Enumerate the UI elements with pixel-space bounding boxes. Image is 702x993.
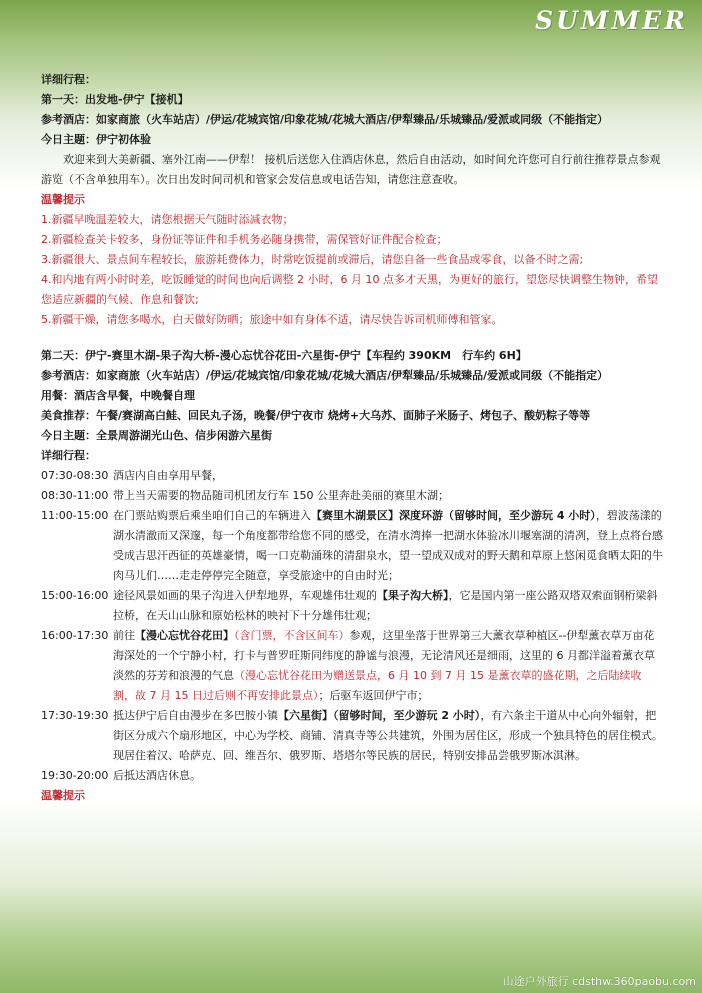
schedule-text-segment: 【果子沟大桥】 bbox=[377, 589, 449, 602]
day1-tip: 5.新疆干燥，请您多喝水，白天做好防晒；旅途中如有身体不适，请尽快告诉司机师傅和管家。 bbox=[41, 313, 503, 326]
schedule-row bbox=[41, 506, 663, 586]
day2-meal-text: 酒店含早餐，中晚餐自理 bbox=[74, 389, 195, 402]
day2-schedule bbox=[41, 466, 663, 786]
schedule-row bbox=[41, 466, 663, 486]
day2-hotel-label: 参考酒店： bbox=[41, 369, 96, 382]
section-gap bbox=[41, 330, 663, 346]
schedule-text-segment: （漫心忘忧谷花田为赠送景点，6 月 10 到 7 月 15 是薰衣草的盛花期，之后陆续收割，故 7 月 15 日过后则不再安排此景点） bbox=[113, 669, 642, 702]
schedule-row bbox=[41, 626, 663, 706]
day2-food-text: 午餐/赛湖高白鲑、回民丸子汤，晚餐/伊宁夜市 烧烤+大乌苏、面肺子米肠子、烤包子、酸奶粽子等等 bbox=[96, 409, 591, 422]
day1-tip: 1.新疆早晚温差较大，请您根据天气随时添减衣物； bbox=[41, 213, 294, 226]
schedule-text-segment: 【六星街】（留够时间，至少游玩 2 小时） bbox=[278, 709, 481, 722]
day2-food-label: 美食推荐： bbox=[41, 409, 96, 422]
day2-hotel bbox=[41, 366, 663, 386]
schedule-text-segment: ；后驱车返回伊宁市； bbox=[318, 689, 429, 702]
schedule-text-segment: 【漫心忘忧谷花田】 bbox=[135, 629, 234, 642]
schedule-time: 07:30-08:30 bbox=[41, 469, 109, 482]
schedule-description bbox=[113, 706, 663, 766]
schedule-text-segment: 后抵达酒店休息。 bbox=[113, 769, 201, 782]
schedule-description bbox=[113, 586, 663, 626]
schedule-text-segment: 抵达伊宁后自由漫步在多巴胺小镇 bbox=[113, 709, 278, 722]
day1-tip: 2.新疆检查关卡较多，身份证等证件和手机务必随身携带，需保管好证件配合检查； bbox=[41, 233, 448, 246]
day2-tips-title: 温馨提示 bbox=[41, 789, 85, 802]
schedule-description bbox=[113, 506, 663, 586]
intro-heading: 详细行程： bbox=[41, 73, 96, 86]
day1-title: 第一天：出发地-伊宁【接机】 bbox=[41, 93, 189, 106]
schedule-text-segment: 参观，这里坐落于世界第三大薰衣草种植区--伊犁薰衣草万亩花海深处的一个宁静小村，打卡与普罗旺斯同纬度的静谧与浪漫，无论清风还是细雨，这里的 6 月都洋溢着薰衣草淡然的芬芳和浪漫的气息 bbox=[113, 629, 655, 682]
day1-theme-label: 今日主题： bbox=[41, 133, 96, 146]
schedule-text-segment: ，有六条主干道从中心向外辐射，把街区分成六个扇形地区，中心为学校、商铺、清真寺等公共建筑，外围为居住区，形成一个独具特色的居住模式。现居住着汉、哈萨克、回、维吾尔、俄罗斯、塔塔尔等民族的居民，特别安排品尝俄罗斯冰淇淋。 bbox=[113, 709, 663, 762]
day2-theme-text: 全景周游湖光山色、信步闲游六星街 bbox=[96, 429, 272, 442]
day1-hotel bbox=[41, 110, 663, 130]
schedule-text-segment: ，碧波荡漾的湖水清澈而又深邃，每一个角度都带给您不同的感受，在清水湾捧一把湖水体验冰川堰塞湖的清冽，登上点将台感受成吉思汗西征的英雄豪情，喝一口克勒涌珠的清甜泉水，望一望成双成对的野天鹅和草原上悠闲觅食晒太阳的牛肉马儿们……走走停停完全随意，享受旅途中的自由时光； bbox=[113, 509, 663, 582]
schedule-text-segment: ，它是国内第一座公路双塔双索面钢桁梁斜拉桥，在天山山脉和原始松林的映衬下十分雄伟壮观； bbox=[113, 589, 658, 622]
footer-watermark: 山途户外旅行 cdsthw.360paobu.com bbox=[502, 975, 696, 988]
schedule-time: 16:00-17:30 bbox=[41, 629, 109, 642]
schedule-row bbox=[41, 486, 663, 506]
schedule-time: 15:00-16:00 bbox=[41, 589, 109, 602]
schedule-description bbox=[113, 626, 663, 706]
schedule-text-segment: 酒店内自由享用早餐， bbox=[113, 469, 223, 482]
schedule-time: 11:00-15:00 bbox=[41, 509, 109, 522]
day1-tip: 3.新疆很大、景点间车程较长，旅游耗费体力，时常吃饭提前或滞后，请您自备一些食品或零食，以备不时之需; bbox=[41, 253, 584, 266]
day2-theme-label: 今日主题： bbox=[41, 429, 96, 442]
schedule-text-segment: 【赛里木湖景区】深度环游（留够时间，至少游玩 4 小时） bbox=[311, 509, 596, 522]
schedule-description bbox=[113, 766, 663, 786]
day2-detail-heading: 详细行程： bbox=[41, 449, 96, 462]
schedule-text-segment: 带上当天需要的物品随司机团友行车 150 公里奔赴美丽的赛里木湖； bbox=[113, 489, 449, 502]
day2-title: 第二天：伊宁-赛里木湖-果子沟大桥-漫心忘忧谷花田-六星街-伊宁【车程约 390KM 行车约 6H】 bbox=[41, 349, 527, 362]
day1-theme bbox=[41, 130, 663, 150]
day2-hotel-text: 如家商旅（火车站店）/伊运/花城宾馆/印象花城/花城大酒店/伊犁臻品/乐城臻品/爱派或同级（不能指定） bbox=[96, 369, 609, 382]
schedule-text-segment: （含门票，不含区间车） bbox=[234, 629, 350, 642]
day2-theme bbox=[41, 426, 663, 446]
day2-meal bbox=[41, 386, 663, 406]
schedule-text-segment: 途径风景如画的果子沟进入伊犁地界，车观雄伟壮观的 bbox=[113, 589, 377, 602]
day1-tip: 4.和内地有两小时时差，吃饭睡觉的时间也向后调整 2 小时，6 月 10 点多才天黑，为更好的旅行，望您尽快调整生物钟，希望您适应新疆的气候、作息和餐饮; bbox=[41, 273, 658, 306]
schedule-time: 08:30-11:00 bbox=[41, 489, 109, 502]
schedule-row bbox=[41, 586, 663, 626]
day2-meal-label: 用餐： bbox=[41, 389, 74, 402]
schedule-text-segment: 在门票站购票后乘坐咱们自己的车辆进入 bbox=[113, 509, 311, 522]
day1-theme-text: 伊宁初体验 bbox=[96, 133, 151, 146]
schedule-time: 17:30-19:30 bbox=[41, 709, 109, 722]
summer-watermark: SUMMER bbox=[534, 6, 688, 35]
itinerary-document bbox=[41, 70, 663, 806]
schedule-text-segment: 前往 bbox=[113, 629, 135, 642]
day1-tips-title: 温馨提示 bbox=[41, 193, 85, 206]
schedule-time: 19:30-20:00 bbox=[41, 769, 109, 782]
schedule-description bbox=[113, 486, 663, 506]
day1-hotel-label: 参考酒店： bbox=[41, 113, 96, 126]
day1-body: 欢迎来到大美新疆、塞外江南——伊犁！ 接机后送您入住酒店休息，然后自由活动，如时间允许您可自行前往推荐景点参观游览（不含单独用车）。次日出发时间司机和管家会发信息或电话告知，请您注意查收。 bbox=[41, 153, 661, 186]
schedule-description bbox=[113, 466, 663, 486]
schedule-row bbox=[41, 766, 663, 786]
day2-food bbox=[41, 406, 663, 426]
schedule-row bbox=[41, 706, 663, 766]
day1-hotel-text: 如家商旅（火车站店）/伊运/花城宾馆/印象花城/花城大酒店/伊犁臻品/乐城臻品/爱派或同级（不能指定） bbox=[96, 113, 609, 126]
